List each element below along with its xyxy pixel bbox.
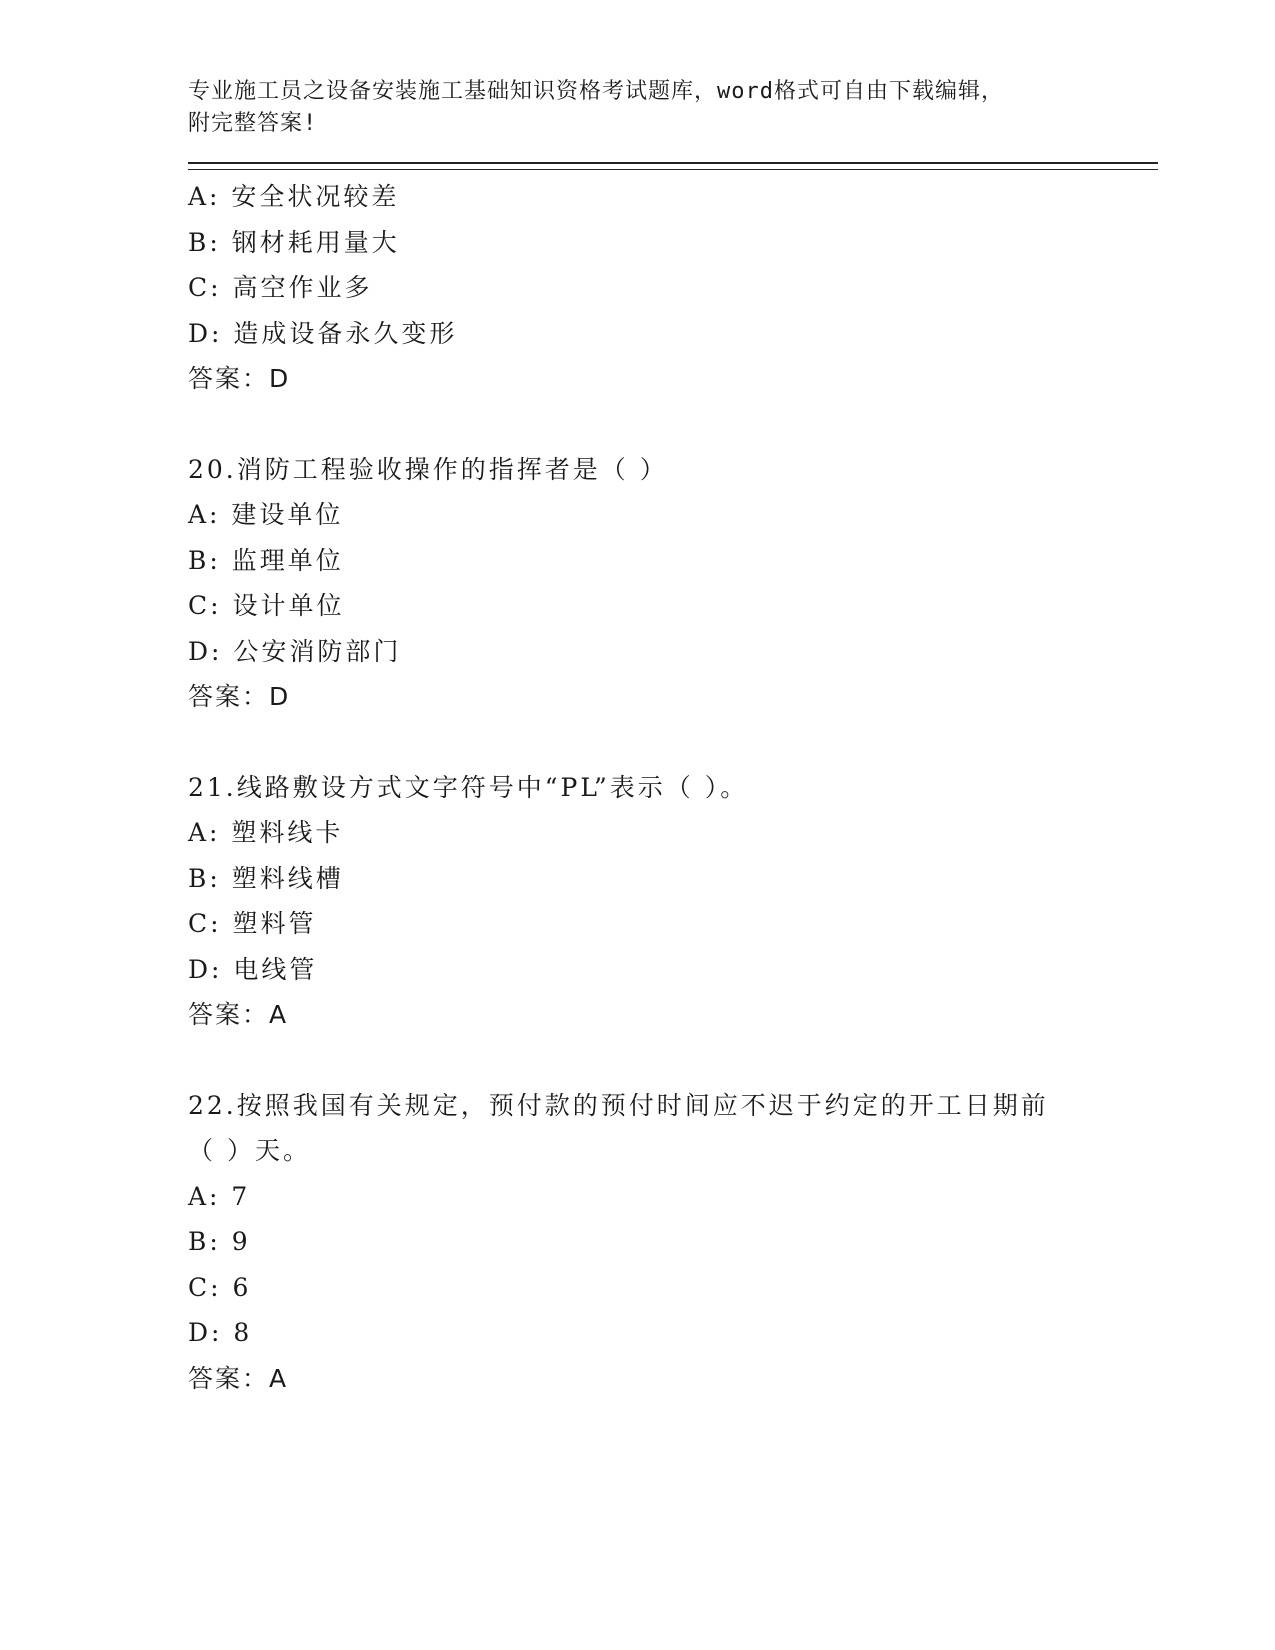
question-list [188, 174, 1158, 1401]
question-text: 21.线路敷设方式文字符号中“PL”表示（ ）。 [188, 772, 749, 802]
option-c: C: 高空作业多 [188, 273, 373, 302]
option-c: C: 设计单位 [188, 591, 345, 620]
answer-line: 答案：D [188, 682, 291, 711]
document-header [188, 76, 1158, 140]
header-line-1: 专业施工员之设备安装施工基础知识资格考试题库，word格式可自由下载编辑， [188, 79, 1004, 104]
document-page [188, 76, 1158, 1401]
question-text: 20.消防工程验收操作的指挥者是（ ） [188, 454, 668, 484]
question-text-line-1: 22.按照我国有关规定，预付款的预付时间应不迟于约定的开工日期前 [188, 1090, 1049, 1120]
question-block-20 [188, 447, 1158, 720]
answer-line: 答案：A [188, 1000, 289, 1029]
question-text-line-2: （ ）天。 [188, 1136, 311, 1165]
option-d: D: 公安消防部门 [188, 636, 402, 666]
header-divider [188, 162, 1158, 170]
option-d: D: 8 [188, 1318, 253, 1347]
option-b: B: 塑料线槽 [188, 863, 344, 893]
option-b: B: 9 [188, 1227, 251, 1256]
answer-line: 答案：A [188, 1363, 289, 1393]
header-line-2: 附完整答案! [188, 111, 318, 136]
spacer [188, 720, 1158, 765]
option-a: A: 安全状况较差 [188, 182, 400, 211]
spacer [188, 1038, 1158, 1083]
option-c: C: 6 [188, 1272, 252, 1302]
question-block-21 [188, 765, 1158, 1038]
spacer [188, 402, 1158, 447]
option-d: D: 电线管 [188, 954, 318, 984]
option-a: A: 建设单位 [188, 500, 344, 529]
question-block-19 [188, 174, 1158, 402]
option-a: A: 7 [188, 1181, 251, 1211]
option-b: B: 监理单位 [188, 545, 344, 575]
option-b: B: 钢材耗用量大 [188, 227, 400, 257]
option-a: A: 塑料线卡 [188, 818, 344, 847]
option-c: C: 塑料管 [188, 909, 317, 938]
answer-line: 答案：D [188, 364, 291, 393]
option-d: D: 造成设备永久变形 [188, 318, 458, 348]
question-block-22 [188, 1083, 1158, 1402]
